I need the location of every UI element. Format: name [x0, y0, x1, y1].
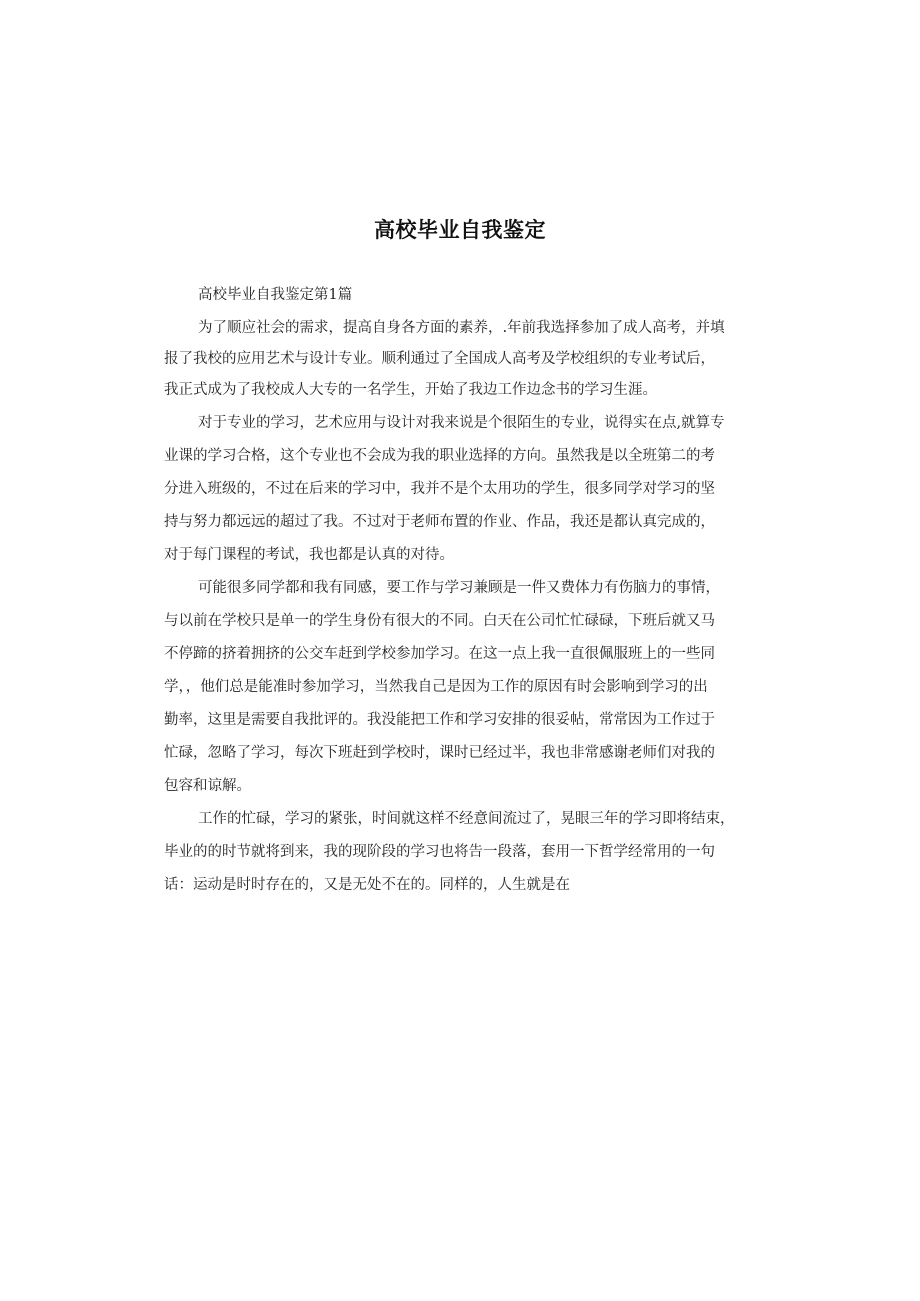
document-title: 高校毕业自我鉴定 — [374, 218, 546, 242]
paragraph-4-line-3: 话：运动是时时存在的，又是无处不在的。同样的，人生就是在 — [164, 877, 570, 893]
paragraph-3-line-6: 忙碌，忽略了学习，每次下班赶到学校时，课时已经过半，我也非常感谢老师们对我的 — [164, 745, 715, 761]
paragraph-3-line-5: 勤率，这里是需要自我批评的。我没能把工作和学习安排的很妥帖，常常因为工作过于 — [164, 712, 715, 728]
paragraph-3-line-2: 与以前在学校只是单一的学生身份有很大的不同。白天在公司忙忙碌碌，下班后就又马 — [164, 613, 715, 629]
paragraph-1-line-3: 我正式成为了我校成人大专的一名学生，开始了我边工作边念书的学习生涯。 — [164, 382, 657, 398]
paragraph-2-line-2: 业课的学习合格，这个专业也不会成为我的职业选择的方向。虽然我是以全班第二的考 — [164, 448, 715, 464]
paragraph-2-line-3: 分进入班级的，不过在后来的学习中，我并不是个太用功的学生，很多同学对学习的坚 — [164, 481, 715, 497]
paragraph-3-line-4: 学，，他们总是能准时参加学习，当然我自己是因为工作的原因有时会影响到学习的出 — [164, 679, 708, 695]
section-heading: 高校毕业自我鉴定第1篇 — [198, 287, 353, 303]
paragraph-3-line-1: 可能很多同学都和我有同感，要工作与学习兼顾是一件又费体力有伤脑力的事情， — [198, 580, 720, 596]
paragraph-4-line-2: 毕业的的时节就将到来，我的现阶段的学习也将告一段落，套用一下哲学经常用的一句 — [164, 844, 715, 860]
paragraph-2-line-5: 对于每门课程的考试，我也都是认真的对待。 — [164, 547, 454, 563]
paragraph-2-line-1: 对于专业的学习，艺术应用与设计对我来说是个很陌生的专业，说得实在点,就算专 — [198, 415, 725, 431]
paragraph-2-line-4: 持与努力都远远的超过了我。不过对于老师布置的作业、作品，我还是都认真完成的， — [164, 514, 715, 530]
paragraph-4-line-1: 工作的忙碌，学习的紧张，时间就这样不经意间流过了，晃眼三年的学习即将结束， — [198, 811, 735, 827]
paragraph-1-line-1: 为了顺应社会的需求，提高自身各方面的素养，.年前我选择参加了成人高考，并填 — [198, 320, 725, 336]
paragraph-1-line-2: 报了我校的应用艺术与设计专业。顺利通过了全国成人高考及学校组织的专业考试后， — [164, 351, 715, 367]
paragraph-3-line-3: 不停蹄的挤着拥挤的公交车赶到学校参加学习。在这一点上我一直很佩服班上的一些同 — [164, 646, 715, 662]
paragraph-3-line-7: 包容和谅解。 — [164, 778, 251, 794]
